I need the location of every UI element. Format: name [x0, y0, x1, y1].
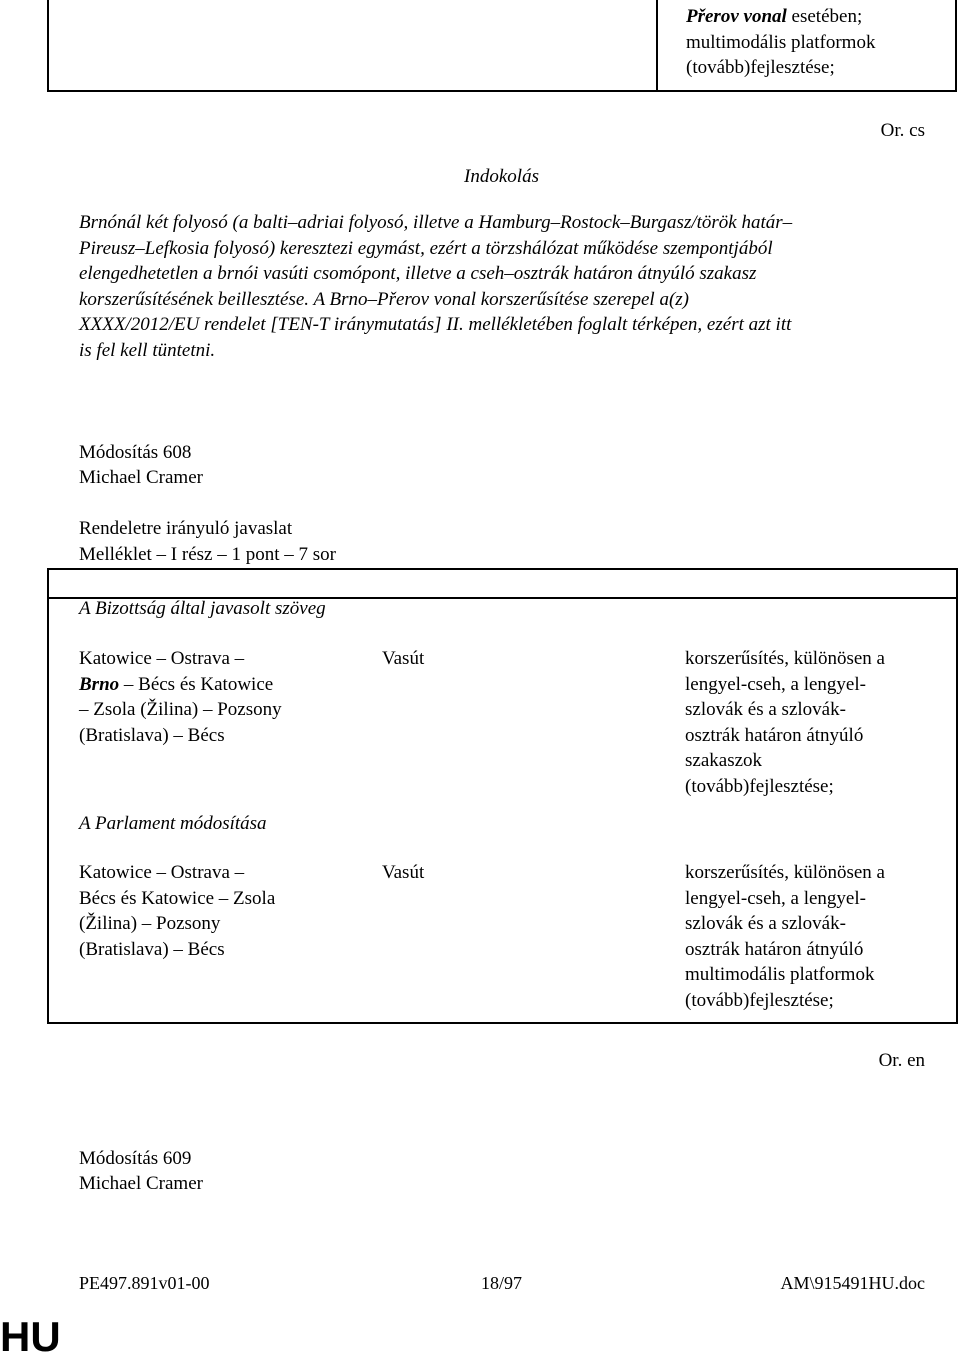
description-line: korszerűsítés, különösen a — [685, 862, 885, 883]
route-line: (Bratislava) – Bécs — [79, 938, 225, 960]
description-line: osztrák határon átnyúló — [685, 938, 864, 960]
parliament-mode: Vasút — [382, 862, 425, 883]
cell-text: (tovább)fejlesztése; — [686, 57, 835, 78]
commission-description — [685, 646, 945, 799]
description-line: osztrák határon átnyúló — [685, 724, 864, 746]
justification-text — [79, 210, 899, 363]
description-line: szlovák és a szlovák- — [685, 699, 846, 720]
justification-line: is fel kell tüntetni. — [79, 339, 216, 361]
original-language-note: Or. cs — [880, 120, 925, 141]
route-line: Katowice – Ostrava – — [79, 862, 245, 883]
amendment-author: Michael Cramer — [79, 467, 203, 488]
language-code: HU — [0, 1313, 61, 1360]
table-cell — [686, 4, 946, 81]
description-line: multimodális platformok — [685, 964, 875, 985]
commission-mode: Vasút — [382, 648, 425, 669]
parliament-description — [685, 860, 945, 1013]
description-line: korszerűsítés, különösen a — [685, 648, 885, 669]
justification-heading: Indokolás — [464, 166, 539, 187]
amendment-number: Módosítás 609 — [79, 1148, 192, 1169]
cell-text: esetében; — [791, 6, 863, 27]
amendment-author: Michael Cramer — [79, 1173, 203, 1194]
footer-file-name: AM\915491HU.doc — [780, 1273, 925, 1293]
description-line: (tovább)fejlesztése; — [685, 775, 834, 797]
description-line: (tovább)fejlesztése; — [685, 989, 834, 1011]
route-highlight: Brno — [79, 673, 120, 695]
description-line: szakaszok — [685, 750, 763, 771]
route-line: (Žilina) – Pozsony — [79, 913, 221, 934]
commission-text-label: A Bizottság által javasolt szöveg — [79, 598, 326, 619]
proposal-title: Rendeletre irányuló javaslat — [79, 518, 293, 539]
commission-route — [79, 646, 339, 748]
footer-doc-ref: PE497.891v01-00 — [79, 1273, 210, 1293]
cell-text: multimodális platformok — [686, 31, 876, 53]
footer-page-number: 18/97 — [480, 1273, 522, 1293]
carry-over-table — [47, 0, 957, 92]
justification-line: elengedhetetlen a brnói vasúti csomópont, illetve a cseh–osztrák határon átnyúló szakasz — [79, 263, 757, 284]
route-line: – Zsola (Žilina) – Pozsony — [79, 699, 282, 720]
parliament-amendment-label: A Parlament módosítása — [79, 813, 267, 834]
table-column-divider — [656, 0, 658, 90]
original-language-note: Or. en — [878, 1050, 925, 1071]
amendment-number: Módosítás 608 — [79, 442, 192, 463]
justification-line: korszerűsítésének beillesztése. A Brno–Přerov vonal korszerűsítése szerepel a(z) — [79, 288, 689, 310]
route-line: – Bécs és Katowice — [119, 673, 274, 695]
justification-line: XXXX/2012/EU rendelet [TEN-T iránymutatás] II. mellékletében foglalt térképen, ezért azt itt — [79, 314, 792, 335]
amendment-reference: Melléklet – I rész – 1 pont – 7 sor — [79, 544, 336, 565]
route-line: Bécs és Katowice – Zsola — [79, 887, 276, 909]
route-line: (Bratislava) – Bécs — [79, 724, 225, 746]
justification-line: Pireusz–Lefkosia folyosó) keresztezi egymást, ezért a törzshálózat működése szempontjából — [79, 237, 773, 259]
route-line: Katowice – Ostrava – — [79, 648, 245, 669]
route-name: Přerov vonal — [686, 6, 787, 27]
description-line: lengyel-cseh, a lengyel- — [685, 887, 866, 909]
description-line: szlovák és a szlovák- — [685, 913, 846, 934]
justification-line: Brnónál két folyosó (a balti–adriai folyosó, illetve a Hamburg–Rostock–Burgasz/török határ– — [79, 212, 793, 233]
parliament-route — [79, 860, 339, 962]
description-line: lengyel-cseh, a lengyel- — [685, 673, 866, 695]
